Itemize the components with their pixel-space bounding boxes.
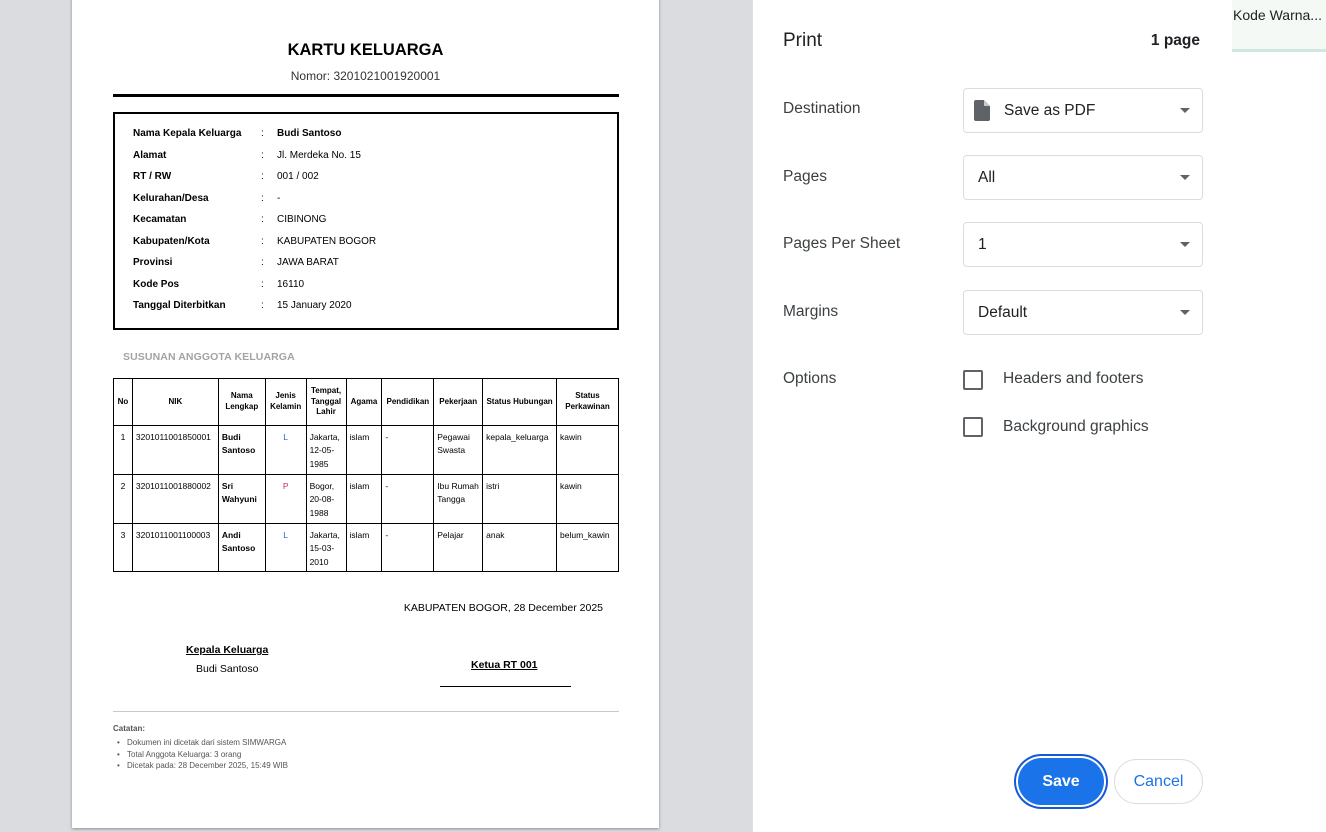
- table-cell: Andi Santoso: [218, 524, 265, 572]
- background-card-text: Kode Warna...: [1233, 7, 1322, 23]
- pages-per-sheet-label: Pages Per Sheet: [783, 235, 901, 252]
- signature-title-rt-head: Ketua RT 001: [471, 659, 538, 671]
- info-label: Nama Kepala Keluarga: [133, 128, 242, 139]
- column-header: Nama Lengkap: [218, 379, 265, 426]
- info-colon: :: [261, 214, 264, 225]
- margins-label: Margins: [783, 303, 839, 320]
- table-header-row: [114, 379, 619, 426]
- info-value: KABUPATEN BOGOR: [277, 235, 377, 247]
- column-header: No: [114, 379, 133, 426]
- info-row: [133, 150, 607, 164]
- place-and-date: KABUPATEN BOGOR, 28 December 2025: [403, 602, 603, 614]
- table-row: [114, 524, 619, 572]
- save-button[interactable]: Save: [1018, 758, 1104, 805]
- table-cell: -: [382, 426, 434, 475]
- table-cell: belum_kawin: [557, 524, 619, 572]
- table-cell: anak: [483, 524, 557, 572]
- chevron-down-icon: [1180, 242, 1190, 247]
- info-value: CIBINONG: [277, 214, 327, 225]
- file-icon: [974, 100, 990, 121]
- info-colon: :: [261, 235, 264, 247]
- table-cell: Jakarta, 12-05-1985: [306, 426, 346, 475]
- table-cell: istri: [483, 475, 557, 524]
- table-cell: Ibu Rumah Tangga: [434, 475, 483, 524]
- info-label: Alamat: [133, 149, 167, 161]
- notes-title: Catatan:: [113, 724, 146, 733]
- family-members-table: [113, 378, 619, 572]
- options-label: Options: [783, 370, 837, 387]
- page-count: 1 page: [1150, 32, 1200, 49]
- chevron-down-icon: [1180, 175, 1190, 180]
- table-cell: L: [265, 524, 306, 572]
- table-cell: Sri Wahyuni: [218, 475, 265, 524]
- column-header: NIK: [132, 379, 218, 426]
- column-header: Agama: [346, 379, 382, 426]
- info-value: 001 / 002: [277, 171, 319, 182]
- members-section-title: SUSUNAN ANGGOTA KELUARGA: [123, 351, 295, 363]
- headers-footers-checkbox[interactable]: [963, 370, 983, 390]
- info-row: [133, 128, 607, 142]
- notes-list: [117, 738, 288, 773]
- table-cell: kawin: [557, 475, 619, 524]
- table-cell: -: [382, 524, 434, 572]
- table-cell: Pelajar: [434, 524, 483, 572]
- destination-select[interactable]: [963, 88, 1203, 133]
- margins-value: Default: [978, 304, 1028, 321]
- info-value: -: [277, 192, 281, 204]
- info-row: [133, 193, 607, 207]
- table-cell: Bogor, 20-08-1988: [306, 475, 346, 524]
- info-row: [133, 300, 607, 314]
- info-colon: :: [261, 171, 264, 182]
- headers-footers-label[interactable]: Headers and footers: [1003, 370, 1144, 387]
- column-header: Pendidikan: [382, 379, 434, 426]
- info-value: 15 January 2020: [277, 300, 352, 311]
- table-cell: kawin: [557, 426, 619, 475]
- column-header: Tempat, Tanggal Lahir: [306, 379, 346, 426]
- pages-label: Pages: [783, 168, 827, 185]
- column-header: Status Perkawinan: [557, 379, 619, 426]
- note-item: • Dokumen ini dicetak dari sistem SIMWARGA: [117, 738, 288, 750]
- info-row: [133, 236, 607, 250]
- table-cell: P: [265, 475, 306, 524]
- info-value: Budi Santoso: [277, 128, 342, 139]
- table-cell: -: [382, 475, 434, 524]
- table-cell: Pegawai Swasta: [434, 426, 483, 475]
- table-cell: 1: [114, 426, 133, 475]
- preview-page: [72, 0, 659, 828]
- info-colon: :: [261, 149, 264, 161]
- info-label: Tanggal Diterbitkan: [133, 300, 226, 311]
- info-row: [133, 171, 607, 185]
- info-label: RT / RW: [133, 171, 172, 182]
- signature-line: [440, 686, 571, 687]
- pages-per-sheet-select[interactable]: [963, 222, 1203, 267]
- note-item: • Dicetak pada: 28 December 2025, 15:49 WIB: [117, 761, 288, 773]
- column-header: Jenis Kelamin: [265, 379, 306, 426]
- title-divider: [113, 94, 619, 97]
- info-label: Provinsi: [133, 257, 173, 268]
- chevron-down-icon: [1180, 310, 1190, 315]
- info-label: Kode Pos: [133, 278, 180, 290]
- info-colon: :: [261, 300, 264, 311]
- info-colon: :: [261, 128, 264, 139]
- background-graphics-label[interactable]: Background graphics: [1003, 418, 1149, 435]
- table-cell: islam: [346, 524, 382, 572]
- column-header: Pekerjaan: [434, 379, 483, 426]
- table-cell: 3201011001100003: [132, 524, 218, 572]
- info-label: Kecamatan: [133, 214, 187, 225]
- info-label: Kelurahan/Desa: [133, 192, 209, 204]
- column-header: Status Hubungan: [483, 379, 557, 426]
- info-row: [133, 214, 607, 228]
- pages-select[interactable]: [963, 155, 1203, 200]
- table-cell: islam: [346, 475, 382, 524]
- table-cell: 3: [114, 524, 133, 572]
- pages-value: All: [978, 169, 996, 186]
- table-cell: 3201011001880002: [132, 475, 218, 524]
- table-cell: Jakarta, 15-03-2010: [306, 524, 346, 572]
- info-colon: :: [261, 257, 264, 268]
- info-row: [133, 279, 607, 293]
- background-graphics-checkbox[interactable]: [963, 417, 983, 437]
- background-card: [1232, 0, 1326, 52]
- info-value: 16110: [277, 278, 305, 290]
- signature-title-head-of-family: Kepala Keluarga: [186, 644, 269, 656]
- info-colon: :: [261, 278, 264, 290]
- table-cell: 3201011001850001: [132, 426, 218, 475]
- document-number: Nomor: 3201021001920001: [290, 69, 441, 83]
- note-item: • Total Anggota Keluarga: 3 orang: [117, 750, 288, 762]
- destination-label: Destination: [783, 100, 861, 117]
- pages-per-sheet-value: 1: [978, 236, 987, 253]
- table-row: [114, 426, 619, 475]
- document-title: KARTU KELUARGA: [287, 41, 444, 59]
- info-value: Jl. Merdeka No. 15: [277, 149, 361, 161]
- print-settings-panel: [752, 0, 1232, 832]
- footer-divider: [113, 711, 619, 712]
- print-title: Print: [783, 30, 823, 51]
- info-row: [133, 257, 607, 271]
- destination-value: Save as PDF: [1004, 102, 1096, 119]
- info-value: JAWA BARAT: [277, 257, 339, 268]
- table-row: [114, 475, 619, 524]
- chevron-down-icon: [1180, 108, 1190, 113]
- table-cell: islam: [346, 426, 382, 475]
- info-label: Kabupaten/Kota: [133, 235, 210, 247]
- family-info-box: [113, 112, 619, 330]
- signature-name-head-of-family: Budi Santoso: [196, 663, 259, 675]
- table-cell: kepala_keluarga: [483, 426, 557, 475]
- cancel-button[interactable]: Cancel: [1114, 759, 1203, 804]
- info-colon: :: [261, 192, 264, 204]
- table-cell: Budi Santoso: [218, 426, 265, 475]
- table-cell: 2: [114, 475, 133, 524]
- background-page: [1232, 0, 1326, 832]
- margins-select[interactable]: [963, 290, 1203, 335]
- table-cell: L: [265, 426, 306, 475]
